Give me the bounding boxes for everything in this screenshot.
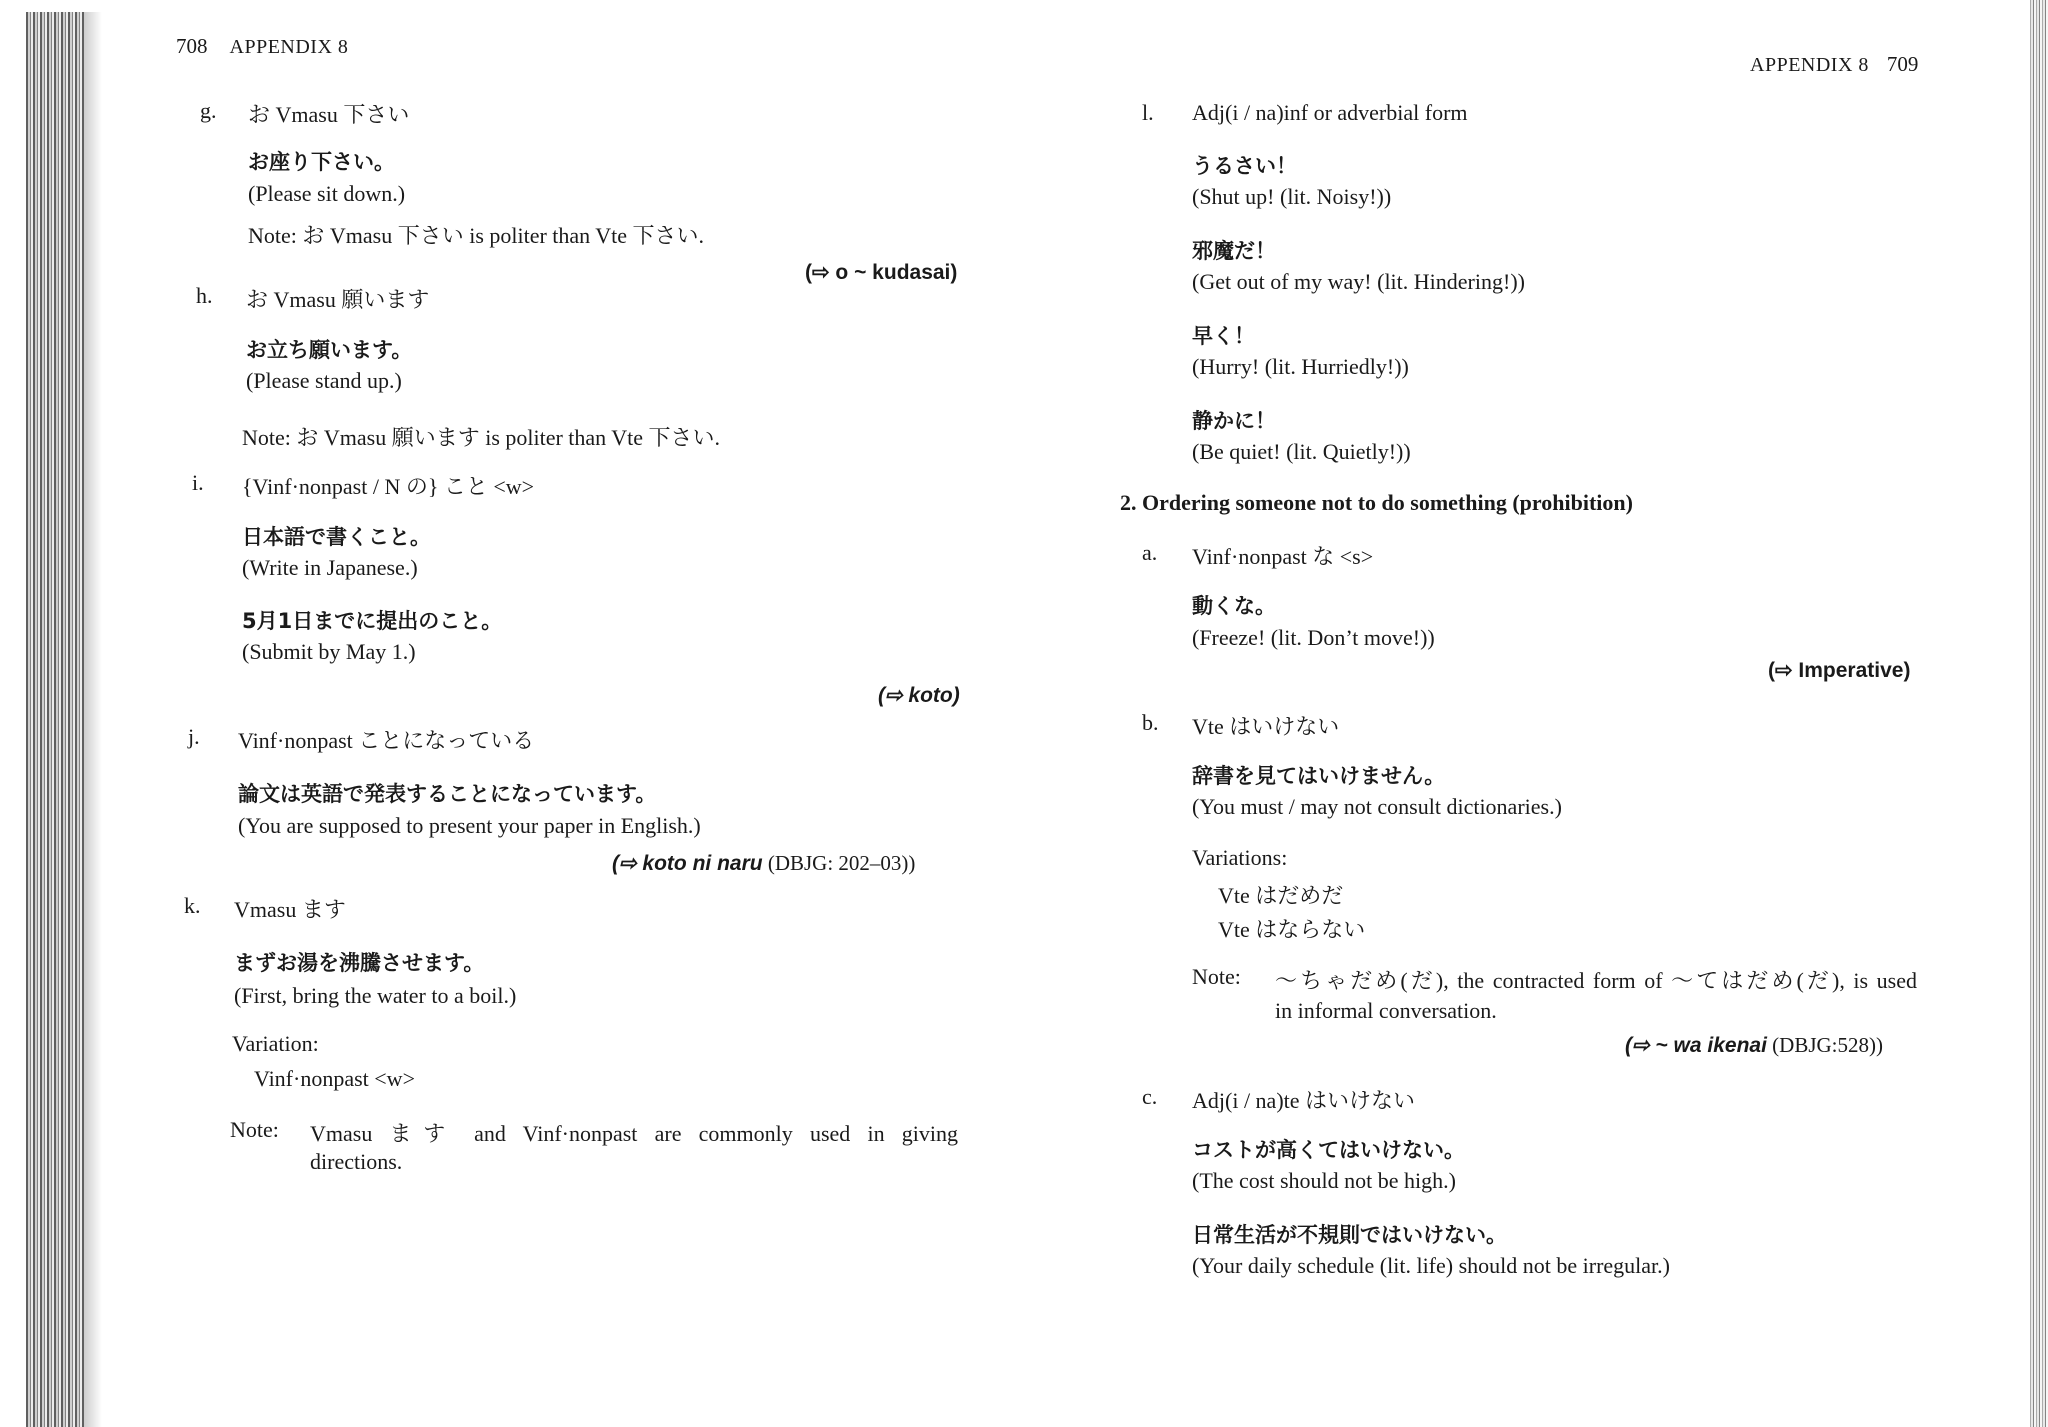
cross-reference: (⇨ koto ni naru (DBJG: 202–03)) — [612, 851, 916, 875]
example-jp: コストが高くてはいけない。 — [1192, 1138, 1465, 1162]
example-en: (Hurry! (lit. Hurriedly!)) — [1192, 354, 1409, 379]
note-label: Note: — [1192, 964, 1241, 989]
pattern: Adj(i / na)te はいけない — [1192, 1088, 1416, 1113]
right-running-head — [1750, 52, 1918, 77]
pattern: お Vmasu 下さい — [248, 102, 410, 127]
cross-reference: (⇨ koto) — [878, 684, 960, 707]
item-label: g. — [200, 98, 217, 123]
example-en: (Freeze! (lit. Don’t move!)) — [1192, 625, 1435, 650]
left-page — [170, 0, 990, 1427]
left-running-head — [176, 34, 348, 59]
pattern: Vinf·nonpast ことになっている — [238, 728, 535, 753]
binding-fade — [84, 12, 102, 1427]
example-en: (Be quiet! (lit. Quietly!)) — [1192, 439, 1411, 464]
item-label: b. — [1142, 710, 1159, 735]
example-jp: 日本語で書くこと。 — [242, 525, 431, 549]
page-header: APPENDIX 8 — [229, 36, 349, 58]
example-en: (You are supposed to present your paper in English.) — [238, 813, 701, 838]
cross-reference: (⇨ Imperative) — [1768, 659, 1911, 682]
variations-label: Variations: — [1192, 845, 1288, 870]
item-label: l. — [1142, 100, 1154, 125]
page-number: 708 — [176, 34, 208, 58]
note-label: Note: — [230, 1117, 279, 1142]
variation: Vte はならない — [1218, 917, 1366, 942]
example-jp: まずお湯を沸騰させます。 — [234, 951, 485, 975]
example2-jp: 日常生活が不規則ではいけない。 — [1192, 1223, 1507, 1247]
example-jp: 邪魔だ！ — [1192, 239, 1276, 263]
example2-jp: 5月1日までに提出のこと。 — [242, 609, 503, 633]
example-en: (The cost should not be high.) — [1192, 1168, 1456, 1193]
example2-en: (Your daily schedule (lit. life) should not be irregular.) — [1192, 1253, 1670, 1278]
pattern: Vte はいけない — [1192, 714, 1340, 739]
variation: Vte はだめだ — [1218, 883, 1344, 908]
example-en: (You must / may not consult dictionaries.) — [1192, 794, 1562, 819]
item-label: j. — [188, 724, 200, 749]
note: Note: お Vmasu 願います is politer than Vte 下さい. — [242, 425, 721, 450]
variation-label: Variation: — [232, 1031, 319, 1056]
note-line-1: Vmasu ます and Vinf·nonpast are commonly used in giving — [310, 1121, 958, 1146]
item-label: a. — [1142, 540, 1158, 565]
example2-en: (Submit by May 1.) — [242, 639, 416, 664]
variation: Vinf·nonpast <w> — [254, 1066, 415, 1091]
note: Note: お Vmasu 下さい is politer than Vte 下さい. — [248, 223, 705, 248]
note-line-2: directions. — [310, 1149, 403, 1174]
example-en: (Get out of my way! (lit. Hindering!)) — [1192, 269, 1525, 294]
pattern: {Vinf·nonpast / N の} こと <w> — [242, 474, 535, 499]
note-line-2: in informal conversation. — [1275, 998, 1497, 1023]
cross-reference: (⇨ ~ wa ikenai (DBJG:528)) — [1625, 1033, 1883, 1057]
item-label: c. — [1142, 1084, 1158, 1109]
example-jp: 早く！ — [1192, 324, 1255, 348]
pattern: Vmasu ます — [234, 897, 346, 922]
book-binding-shadow-left — [26, 12, 84, 1427]
item-label: k. — [184, 893, 201, 918]
right-page — [1120, 0, 1940, 1427]
cross-reference: (⇨ o ~ kudasai) — [805, 261, 958, 284]
note-line-1: ～ちゃだめ(だ), the contracted form of ～てはだめ(だ), is used — [1275, 968, 1917, 993]
example-jp: お座り下さい。 — [248, 150, 395, 174]
example-en: (Please sit down.) — [248, 181, 406, 206]
example-jp: 辞書を見てはいけません。 — [1192, 764, 1446, 788]
item-label: h. — [196, 283, 213, 308]
example-jp: 静かに！ — [1192, 409, 1276, 433]
example-jp: うるさい！ — [1192, 154, 1297, 178]
pattern: お Vmasu 願います — [246, 287, 430, 312]
item-label: i. — [192, 470, 204, 495]
book-edge-right — [2030, 0, 2048, 1427]
pattern: Adj(i / na)inf or adverbial form — [1192, 100, 1468, 125]
page-header: APPENDIX 8 — [1750, 54, 1869, 76]
page-number: 709 — [1886, 52, 1919, 76]
pattern: Vinf·nonpast な <s> — [1192, 544, 1374, 569]
example-jp: お立ち願います。 — [246, 338, 413, 362]
example-en: (First, bring the water to a boil.) — [234, 983, 517, 1008]
section-title: 2. Ordering someone not to do something (prohibition) — [1120, 490, 1633, 515]
example-en: (Shut up! (lit. Noisy!)) — [1192, 184, 1392, 209]
example-en: (Please stand up.) — [246, 368, 402, 393]
example-jp: 動くな。 — [1192, 594, 1276, 618]
example-jp: 論文は英語で発表することになっています。 — [238, 782, 657, 806]
example-en: (Write in Japanese.) — [242, 555, 418, 580]
